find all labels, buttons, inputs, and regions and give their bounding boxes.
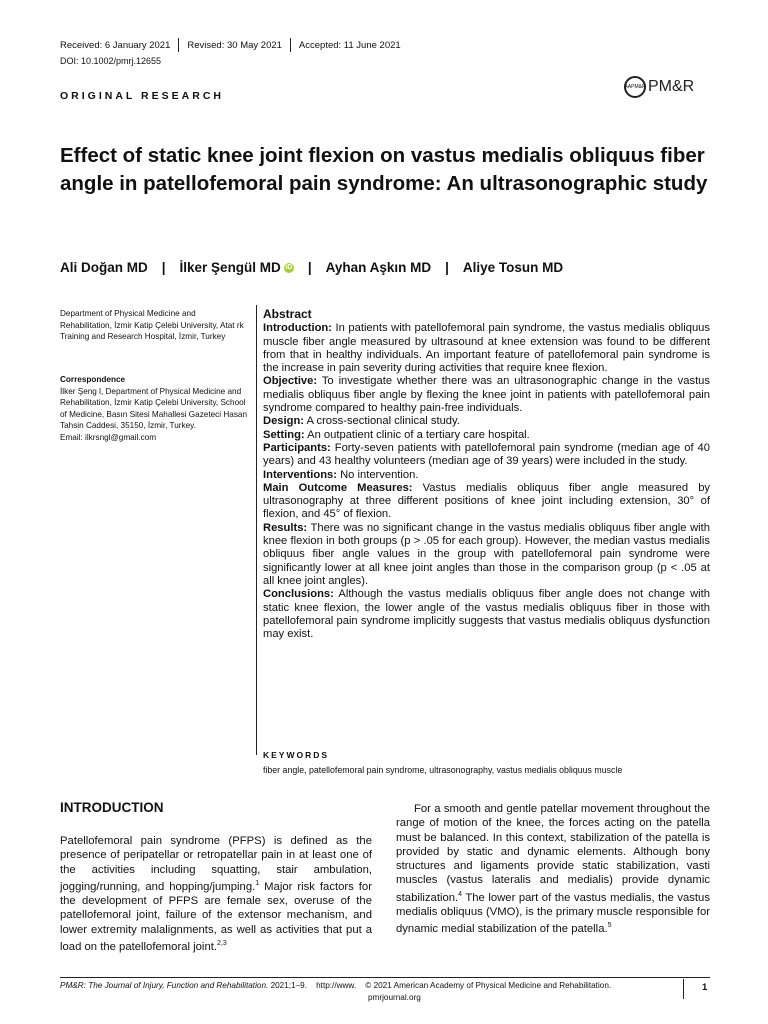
section-text: Vastus medialis obliquus fiber angle measured by ultrasonography at three different positions of knee joint including extension, 30° of flexion, and 45° of flexion. <box>263 481 711 521</box>
abstract-section <box>263 482 710 522</box>
section-label: ORIGINAL RESEARCH <box>60 90 224 102</box>
body-text: Patellofemoral pain syndrome (PFPS) is defined as the presence of peripatellar or retropatellar pain in at least one of the activities including squatting, stair ambulation, jogging/running, and hopping/jumping. <box>60 835 372 893</box>
section-label: Objective: <box>263 375 318 388</box>
author-name[interactable]: Ayhan Aşkın MD <box>325 260 432 275</box>
orcid-icon[interactable]: iD <box>285 263 293 271</box>
seal-icon: AAPM&R <box>624 76 646 98</box>
section-label: Design: <box>263 415 305 428</box>
correspondence-text: İlker Şeng l, Department of Physical Medicine and Rehabilitation, İzmir Katip Çelebi University, School of Medicine, Basın Sitesi Mahallesi Gazeteci Hasan Tahsin Caddesi, 35150, İzmir, Turkey. <box>60 386 248 430</box>
citation-ref[interactable]: 2,3 <box>217 939 227 947</box>
received-date: Received: 6 January 2021 <box>60 39 171 51</box>
footer-divider <box>683 979 684 999</box>
section-label: Participants: <box>263 441 331 454</box>
abstract-section <box>263 588 710 641</box>
divider <box>290 38 291 52</box>
section-label: Main Outcome Measures: <box>263 481 413 494</box>
body-column-left <box>60 834 372 954</box>
section-text: To investigate whether there was an ultrasonographic change in the vastus medialis obliquus fiber angle by flexing the knee joint in patients with patellofemoral pain syndrome compared to healthy pain-free individuals. <box>263 375 711 415</box>
keywords-text: fiber angle, patellofemoral pain syndrome, ultrasonography, vastus medialis obliquus muscle <box>263 765 623 775</box>
author-separator: | <box>307 260 312 275</box>
section-label: Setting: <box>263 428 305 441</box>
section-text: There was no significant change in the vastus medialis obliquus fiber angle with knee flexion in both groups (p > .05 for each group). However, the median vastus medialis obliquus fiber angle values in the group with patellofemoral pain syndrome were significantly lower at all knee joint angles than those in the comparison group (p < .05 at all knee joint angles). <box>263 521 710 587</box>
author-name[interactable]: Aliye Tosun MD <box>462 260 564 275</box>
correspondence-email[interactable]: Email: ilkrsngl@gmail.com <box>60 432 157 442</box>
footer <box>60 981 611 990</box>
footer-rule <box>60 977 710 978</box>
abstract-section <box>263 429 710 442</box>
author-separator: | <box>445 260 449 275</box>
abstract-section <box>263 522 710 588</box>
author-name[interactable]: İlker Şengül MD <box>179 260 281 275</box>
author-separator: | <box>161 260 166 275</box>
doi[interactable]: DOI: 10.1002/pmrj.12655 <box>60 56 162 66</box>
article-title: Effect of static knee joint flexion on vastus medialis obliquus fiber angle in patellofemoral pain syndrome: An ultrasonographic study <box>60 144 708 195</box>
accepted-date: Accepted: 11 June 2021 <box>298 39 401 51</box>
introduction-heading: INTRODUCTION <box>60 800 164 815</box>
abstract-section <box>263 375 710 415</box>
author-name[interactable]: Ali Doğan MD <box>60 260 148 275</box>
revised-date: Revised: 30 May 2021 <box>187 39 282 51</box>
author-list <box>60 260 563 275</box>
section-text: A cross-sectional clinical study. <box>306 415 460 428</box>
section-label: Introduction: <box>263 322 332 335</box>
citation-ref[interactable]: 4 <box>458 890 463 898</box>
section-label: Interventions: <box>263 468 337 481</box>
section-label: Results: <box>263 521 308 534</box>
journal-url[interactable]: http://www. <box>316 981 357 990</box>
copyright: © 2021 American Academy of Physical Medicine and Rehabilitation. <box>365 981 612 990</box>
abstract-section <box>263 469 710 482</box>
abstract-section <box>263 415 710 428</box>
body-column-right <box>396 802 710 936</box>
page-number: 1 <box>702 982 708 993</box>
section-text: Although the vastus medialis obliquus fiber angle does not change with static knee flexion, the lower angle of the vastus medialis obliquus fiber in those with patellofemoral pain syndrome implicitly suggests that vastus medialis obliquus dysfunction may exist. <box>263 588 710 641</box>
journal-url-domain[interactable]: pmrjournal.org <box>368 993 421 1002</box>
abstract-heading: Abstract <box>263 307 312 321</box>
citation-ref[interactable]: 5 <box>607 922 612 930</box>
section-text: No intervention. <box>340 468 419 481</box>
journal-name: PM&R: The Journal of Injury, Function and Rehabilitation. <box>60 981 269 990</box>
section-text: An outpatient clinic of a tertiary care hospital. <box>307 428 530 441</box>
abstract <box>263 308 710 641</box>
body-text: For a smooth and gentle patellar movement throughout the range of motion of the knee, the forces acting on the patella must be balanced. In this context, stabilization of the patella is provided by static and dynamic elements. Although bony structures and ligaments provide static stabilization, vasti muscles (vastus lateralis and medialis) provide dynamic stabilization. <box>396 803 710 904</box>
affiliation: Department of Physical Medicine and Rehabilitation, İzmir Katip Çelebi University, Atat rk Training and Research Hospital, İzmir, Turkey <box>60 309 244 341</box>
body-text: The lower part of the vastus medialis, the vastus medialis obliquus (VMO), is the primary muscle responsible for dynamic medial stabilization of the patella. <box>396 891 710 935</box>
correspondence-heading: Correspondence <box>60 375 126 384</box>
abstract-section <box>263 442 710 469</box>
correspondence <box>60 374 248 443</box>
abstract-section <box>263 322 710 375</box>
keywords-heading: KEYWORDS <box>263 750 330 760</box>
column-divider <box>256 305 257 755</box>
article-dates <box>60 38 401 52</box>
citation-ref[interactable]: 1 <box>255 879 260 887</box>
logo-text: PM&R <box>648 78 695 95</box>
citation: 2021;1–9. <box>270 981 307 990</box>
section-text: Forty-seven patients with patellofemoral pain syndrome (median age of 40 years) and 43 healthy volunteers (median age of 39 years) were included in the study. <box>263 441 710 468</box>
divider <box>178 38 179 52</box>
section-label: Conclusions: <box>263 588 334 601</box>
journal-logo <box>624 76 694 98</box>
section-text: In patients with patellofemoral pain syndrome, the vastus medialis obliquus muscle fiber angle measured by ultrasound at knee extension was found to be different from that in healthy individuals. An important feature of patellofemoral pain syndrome is the increase in pain severity during activities that require knee flexion. <box>263 322 710 375</box>
body-text: Major risk factors for the development of PFPS are female sex, overuse of the patellofemoral joint, failure of the extensor mechanism, and lower extremity malalignments, as well as activities that put a load on the patellofemoral joint. <box>60 880 372 953</box>
